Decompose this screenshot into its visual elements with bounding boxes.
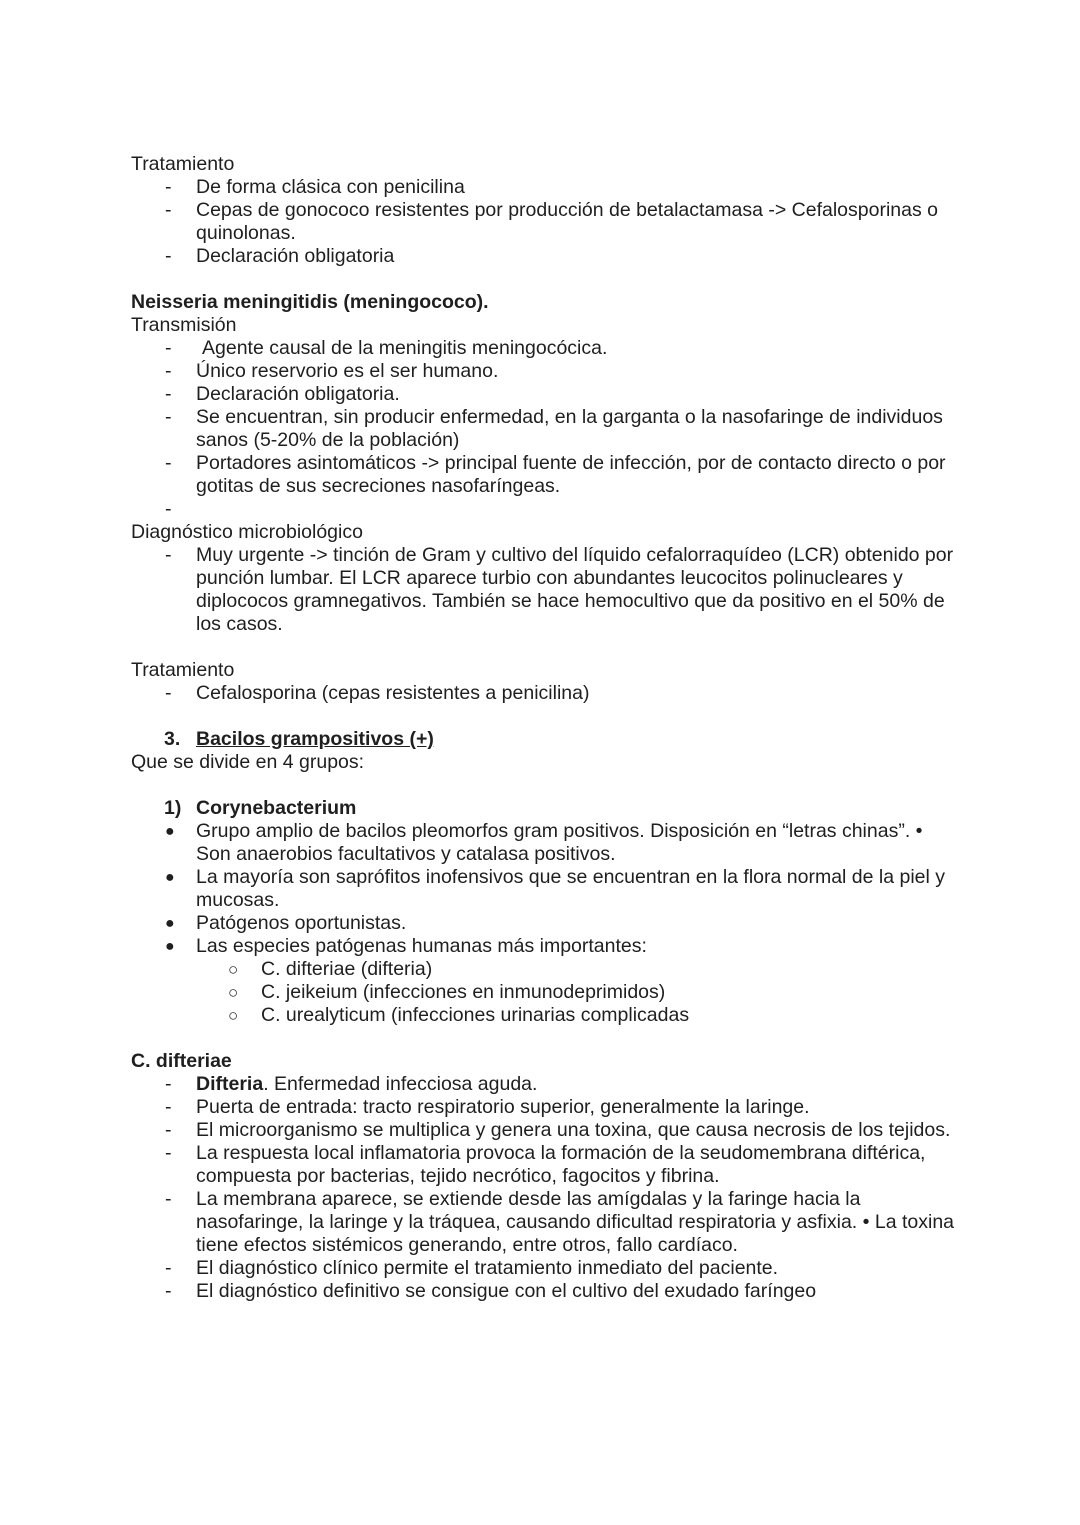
- section-title-bacilos: 3. Bacilos grampositivos (+): [164, 728, 434, 750]
- list-item: - La respuesta local inflamatoria provoca la formación de la seudomembrana diftérica, compuesta por bacterias, tejido necrótico, fagocitos y fibrina.: [165, 1142, 926, 1187]
- dash-marker: -: [165, 176, 172, 198]
- bullet-marker: ●: [165, 938, 175, 955]
- list-item: - La membrana aparece, se extiende desde las amígdalas y la faringe hacia la nasofaringe, la laringe y la tráquea, causando dificultad respiratoria y asfixia. • La toxina tiene efectos sistémicos generando, entre otros, fallo cardíaco.: [165, 1188, 955, 1256]
- dash-marker: -: [165, 1280, 172, 1302]
- dash-marker: -: [165, 1257, 172, 1279]
- dash-marker: -: [165, 337, 172, 359]
- sub-bullet-item: ○ C. urealyticum (infecciones urinarias complicadas: [228, 1004, 690, 1026]
- list-item: - Puerta de entrada: tracto respiratorio superior, generalmente la laringe.: [165, 1096, 810, 1118]
- list-item: - Agente causal de la meningitis meningocócica.: [165, 337, 608, 359]
- bullet-marker: ●: [165, 869, 175, 886]
- list-item: - El diagnóstico definitivo se consigue con el cultivo del exudado faríngeo: [165, 1280, 817, 1302]
- dash-marker: -: [165, 383, 172, 405]
- section-heading-transmision: Transmisión: [131, 314, 237, 336]
- bullet-item: ● Las especies patógenas humanas más importantes:: [165, 935, 647, 957]
- section-number: 3.: [164, 728, 181, 750]
- sub-bullet-item: ○ C. difteriae (difteria): [228, 958, 433, 980]
- list-item: - Cefalosporina (cepas resistentes a penicilina): [165, 682, 590, 704]
- list-item: - Declaración obligatoria: [165, 245, 395, 267]
- dash-marker: -: [165, 1073, 172, 1095]
- section-heading-tratamiento-2: Tratamiento: [131, 659, 235, 681]
- dash-marker: -: [165, 406, 172, 428]
- transmision-list: [131, 337, 961, 521]
- corynebacterium-list: [131, 820, 961, 1027]
- document-page: [131, 153, 961, 1303]
- list-item: - De forma clásica con penicilina: [165, 176, 465, 198]
- dash-marker: -: [165, 1096, 172, 1118]
- bacilos-intro: Que se divide en 4 grupos:: [131, 751, 365, 773]
- sub-bullet-item: ○ C. jeikeium (infecciones en inmunodeprimidos): [228, 981, 666, 1003]
- dash-marker: -: [165, 245, 172, 267]
- tratamiento-2-list: [131, 682, 961, 705]
- difteriae-list: [131, 1073, 961, 1303]
- subsection-number: 1): [164, 797, 182, 819]
- list-item: - Declaración obligatoria.: [165, 383, 400, 405]
- section-heading-diagnostico: Diagnóstico microbiológico: [131, 521, 363, 543]
- list-item: - El microorganismo se multiplica y genera una toxina, que causa necrosis de los tejidos.: [165, 1119, 951, 1141]
- subsection-title-corynebacterium: 1) Corynebacterium: [164, 797, 357, 819]
- diagnostico-list: [131, 544, 961, 636]
- dash-marker: -: [165, 1142, 172, 1164]
- list-item: - Muy urgente -> tinción de Gram y cultivo del líquido cefalorraquídeo (LCR) obtenido por punción lumbar. El LCR aparece turbio con abundantes leucocitos polinucleares y diplococos gramnegativos. También se hace hemocultivo que da positivo en el 50% de los casos.: [165, 544, 954, 635]
- dash-marker: -: [165, 498, 172, 520]
- dash-marker: -: [165, 199, 172, 221]
- circle-marker: ○: [228, 983, 239, 1002]
- dash-marker: -: [165, 544, 172, 566]
- dash-marker: -: [165, 1188, 172, 1210]
- dash-marker: -: [165, 682, 172, 704]
- tratamiento-list: [131, 176, 961, 268]
- bullet-item: ● Grupo amplio de bacilos pleomorfos gram positivos. Disposición en “letras chinas”. • Son anaerobios facultativos y catalasa positivos.: [165, 820, 923, 865]
- section-title-difteriae: C. difteriae: [131, 1050, 232, 1072]
- list-item: - El diagnóstico clínico permite el tratamiento inmediato del paciente.: [165, 1257, 779, 1279]
- dash-marker: -: [165, 1119, 172, 1141]
- list-item: - Único reservorio es el ser humano.: [165, 360, 499, 382]
- bullet-marker: ●: [165, 915, 175, 932]
- difteria-term: Difteria: [196, 1073, 264, 1095]
- list-item: - Difteria. Enfermedad infecciosa aguda.: [165, 1073, 538, 1095]
- bullet-item: ● La mayoría son saprófitos inofensivos que se encuentran en la flora normal de la piel y mucosas.: [165, 866, 946, 911]
- dash-marker: -: [165, 360, 172, 382]
- bullet-item: ● Patógenos oportunistas.: [165, 912, 407, 934]
- list-item: - Cepas de gonococo resistentes por producción de betalactamasa -> Cefalosporinas o quinolonas.: [165, 199, 938, 244]
- list-item: - Portadores asintomáticos -> principal fuente de infección, por de contacto directo o por gotitas de sus secreciones nasofaríngeas.: [165, 452, 946, 497]
- list-item-empty: [131, 498, 961, 521]
- bullet-marker: ●: [165, 823, 175, 840]
- section-title-meningococo: Neisseria meningitidis (meningococo).: [131, 291, 489, 313]
- list-item: - Se encuentran, sin producir enfermedad, en la garganta o la nasofaringe de individuos sanos (5-20% de la población): [165, 406, 943, 451]
- section-heading-tratamiento: Tratamiento: [131, 153, 235, 175]
- dash-marker: -: [165, 452, 172, 474]
- circle-marker: ○: [228, 960, 239, 979]
- circle-marker: ○: [228, 1006, 239, 1025]
